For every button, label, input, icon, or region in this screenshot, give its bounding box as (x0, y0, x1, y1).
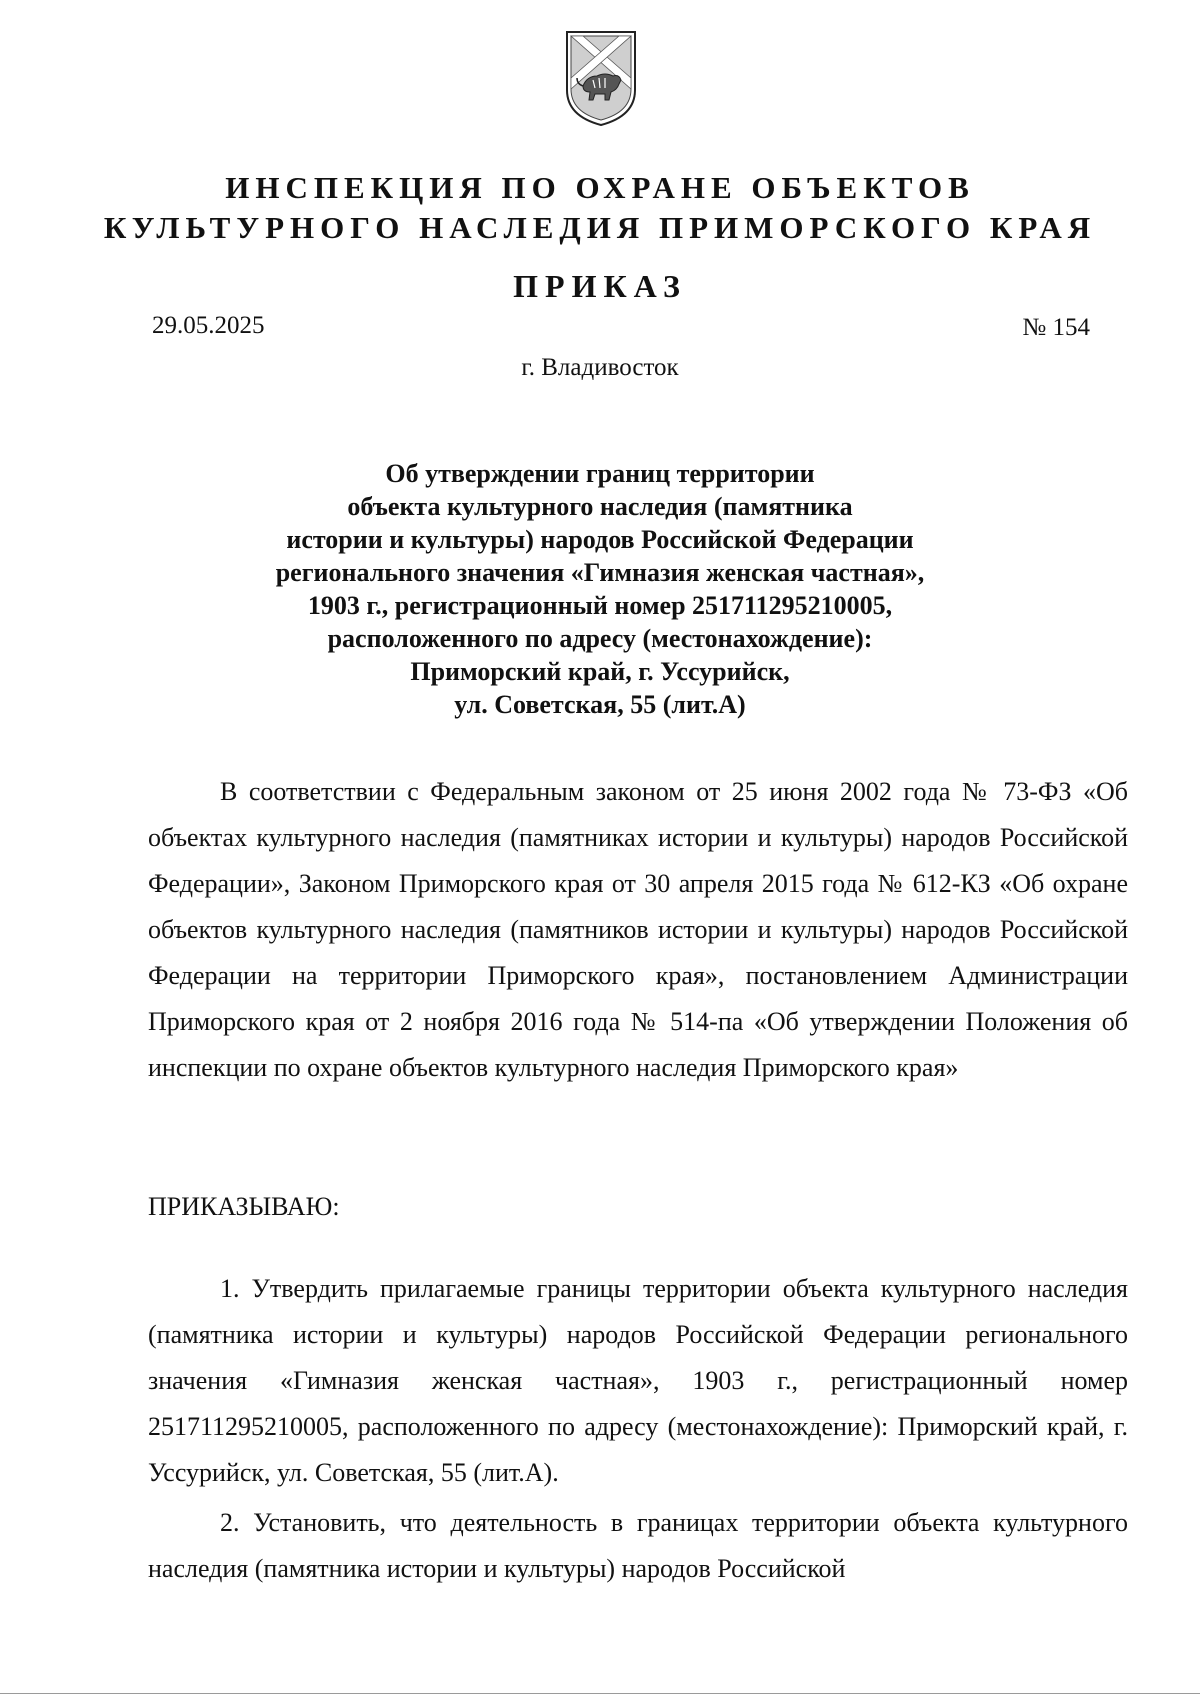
document-title (200, 457, 1000, 721)
title-line: ул. Советская, 55 (лит.А) (454, 690, 746, 719)
page-edge-line (0, 1693, 1200, 1694)
organization-name-line2: КУЛЬТУРНОГО НАСЛЕДИЯ ПРИМОРСКОГО КРАЯ (103, 210, 1097, 245)
title-line: регионального значения «Гимназия женская частная», (275, 558, 925, 587)
preamble-paragraph: В соответствии с Федеральным законом от 25 июня 2002 года № 73-ФЗ «Об объектах культурного наследия (памятниках истории и культуры) народов Российской Федерации», Законом Приморского края от 30 апреля 2015 года № 612-КЗ «Об охране объектов культурного наследия (памятников истории и культуры) народов Российской Федерации на территории Приморского края», постановлением Администрации Приморского края от 2 ноября 2016 года № 514-па «Об утверждении Положения об инспекции по охране объектов культурного наследия Приморского края» (148, 777, 1128, 1082)
title-line: объекта культурного наследия (памятника (347, 492, 853, 521)
order-item-2: 2. Установить, что деятельность в границах территории объекта культурного наследия (памятника истории и культуры) народов Российской (148, 1508, 1128, 1583)
title-line: расположенного по адресу (местонахождение): (327, 624, 873, 653)
order-word: ПРИКАЗЫВАЮ: (148, 1192, 340, 1221)
title-line: 1903 г., регистрационный номер 251711295210005, (307, 591, 893, 620)
title-line: Об утверждении границ территории (385, 459, 815, 488)
document-type: ПРИКАЗ (513, 268, 687, 304)
document-number: № 154 (1022, 314, 1090, 341)
coat-of-arms-icon (563, 28, 639, 128)
order-item-1: 1. Утвердить прилагаемые границы территории объекта культурного наследия (памятника истории и культуры) народов Российской Федерации регионального значения «Гимназия женская частная», 1903 г., регистрационный номер 251711295210005, расположенного по адресу (местонахождение): Приморский край, г. Уссурийск, ул. Советская, 55 (лит.А). (148, 1274, 1128, 1487)
title-line: Приморский край, г. Уссурийск, (410, 657, 790, 686)
document-city: г. Владивосток (521, 354, 679, 381)
document-date: 29.05.2025 (152, 312, 265, 339)
title-line: истории и культуры) народов Российской Федерации (286, 525, 914, 554)
organization-name-line1: ИНСПЕКЦИЯ ПО ОХРАНЕ ОБЪЕКТОВ (225, 170, 975, 205)
